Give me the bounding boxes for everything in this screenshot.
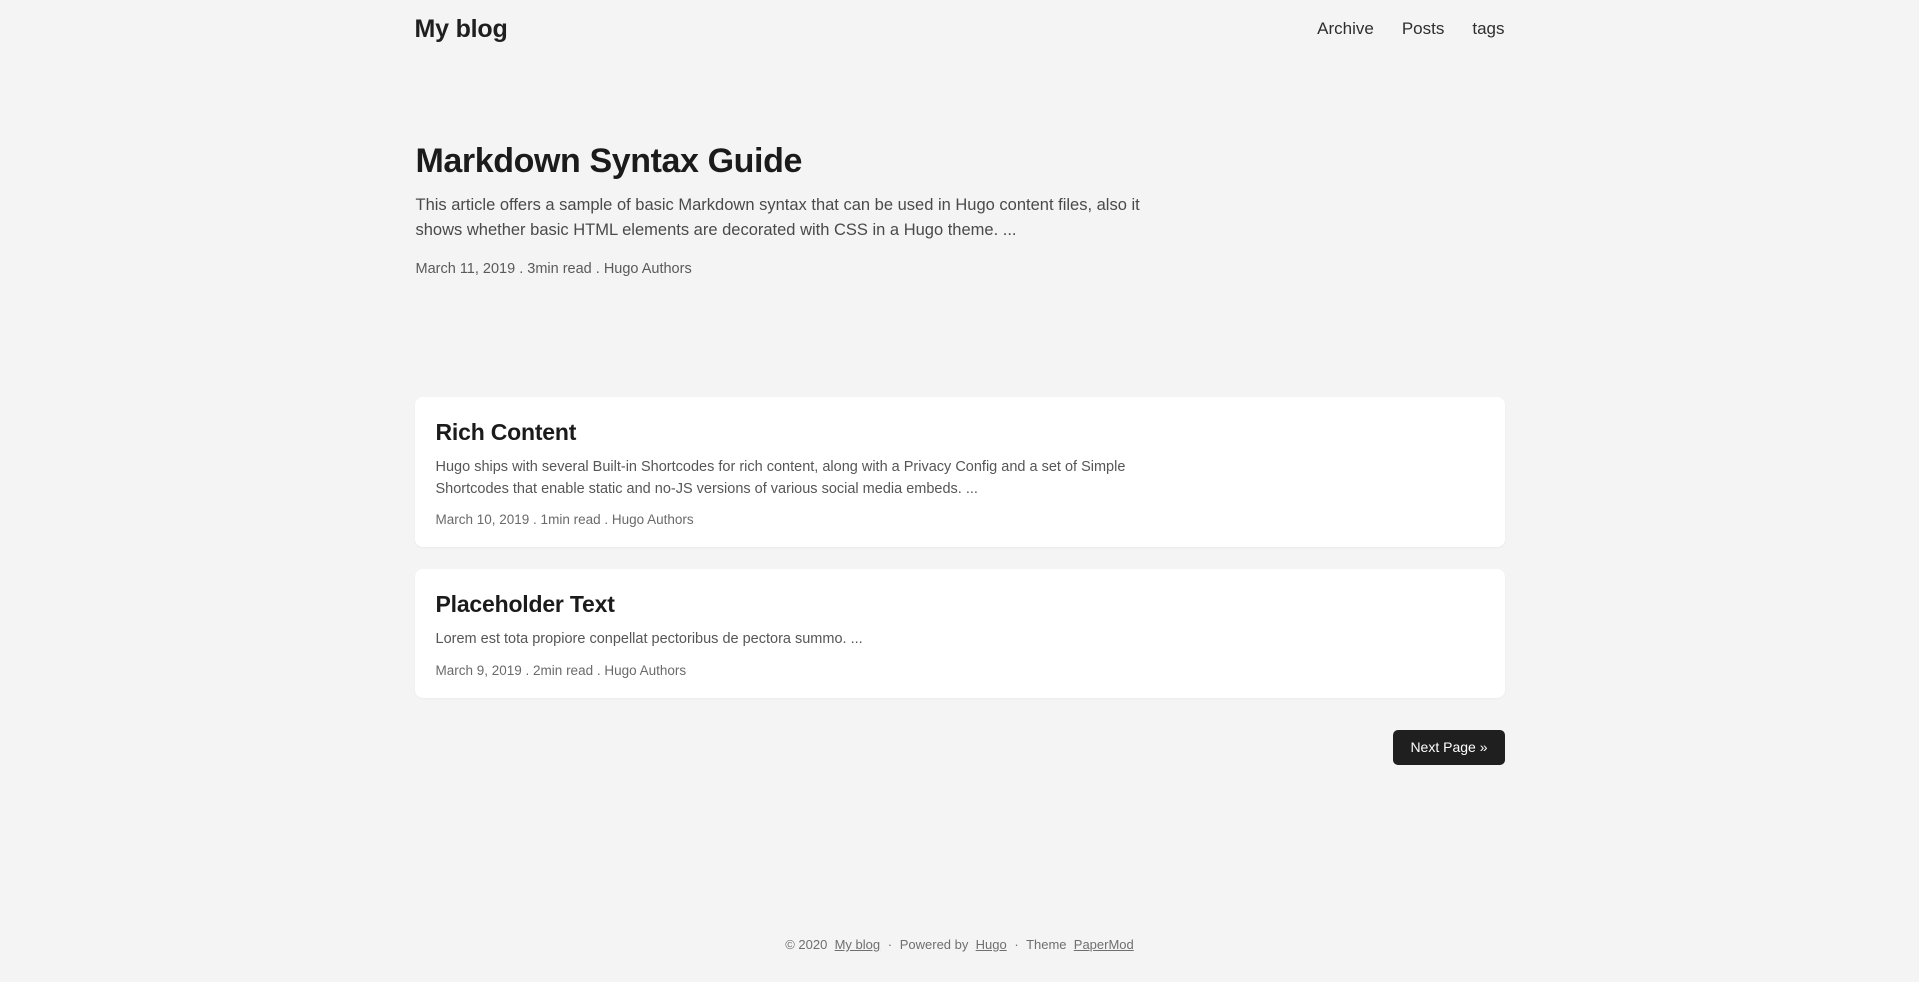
post-title[interactable]: Markdown Syntax Guide bbox=[415, 142, 802, 180]
footer-separator-2: · bbox=[1014, 937, 1019, 952]
header-inner bbox=[415, 14, 1505, 44]
footer-theme-label: Theme bbox=[1026, 937, 1067, 952]
footer-powered-by-label: Powered by bbox=[899, 937, 969, 952]
post-meta: March 9, 2019 . 2min read . Hugo Authors bbox=[435, 662, 687, 678]
post-meta: March 10, 2019 . 1min read . Hugo Authors bbox=[435, 512, 694, 528]
footer-hugo-link[interactable]: Hugo bbox=[975, 937, 1007, 952]
nav-item-tags[interactable]: tags bbox=[1472, 18, 1505, 38]
site-footer bbox=[415, 877, 1505, 982]
post-title[interactable]: Rich Content bbox=[435, 418, 577, 445]
footer-theme-link[interactable]: PaperMod bbox=[1073, 937, 1134, 952]
nav-item-archive[interactable]: Archive bbox=[1317, 18, 1374, 38]
footer-site-link[interactable]: My blog bbox=[834, 937, 881, 952]
footer-copyright: © 2020 bbox=[785, 937, 828, 952]
main-nav bbox=[1317, 19, 1504, 39]
content-spacer bbox=[415, 277, 1505, 397]
post-entry-rich-content[interactable] bbox=[415, 397, 1505, 548]
post-summary: This article offers a sample of basic Markdown syntax that can be used in Hugo content files, also it shows whether basic HTML elements are decorated with CSS in a Hugo theme. ... bbox=[415, 196, 1140, 239]
post-meta: March 11, 2019 . 3min read . Hugo Authors bbox=[415, 260, 692, 277]
main-content bbox=[415, 54, 1505, 877]
pagination bbox=[415, 720, 1505, 765]
post-summary: Hugo ships with several Built-in Shortcodes for rich content, along with a Privacy Config and a set of Simple Shortcodes that enable static and no-JS versions of various social media embeds. ... bbox=[435, 458, 1126, 497]
site-brand[interactable]: My blog bbox=[414, 15, 508, 43]
nav-item-posts[interactable]: Posts bbox=[1401, 18, 1445, 38]
post-entry-placeholder-text[interactable] bbox=[415, 569, 1505, 697]
post-title[interactable]: Placeholder Text bbox=[435, 591, 615, 618]
footer-separator-1: · bbox=[887, 937, 893, 952]
site-header bbox=[0, 0, 1919, 54]
next-page-button[interactable]: Next Page » bbox=[1393, 730, 1504, 765]
post-entry-featured[interactable] bbox=[415, 142, 1505, 277]
post-summary: Lorem est tota propiore conpellat pectoribus de pectora summo. ... bbox=[435, 631, 863, 648]
